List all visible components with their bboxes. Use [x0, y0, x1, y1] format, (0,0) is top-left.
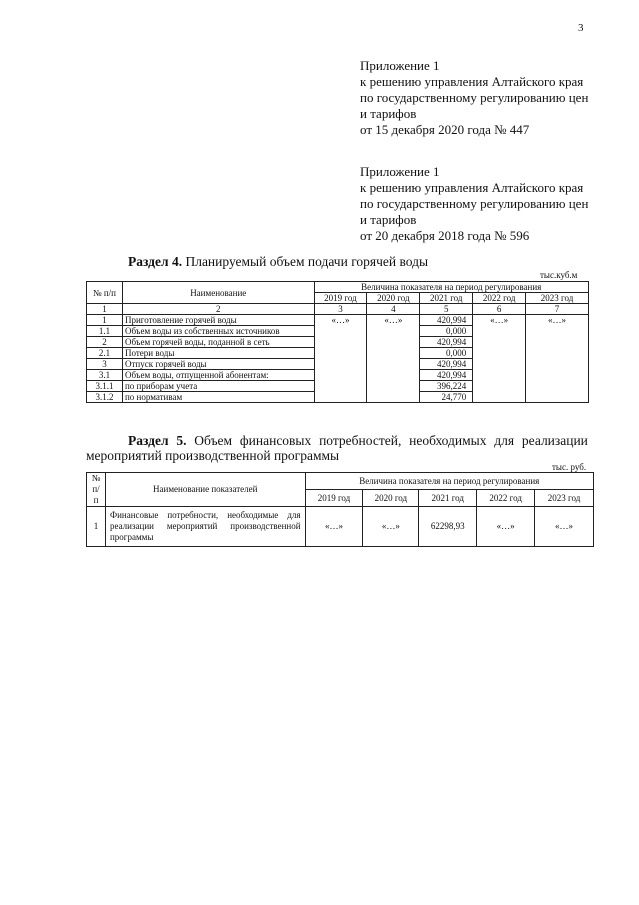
appendix-line: от 15 декабря 2020 года № 447: [360, 122, 530, 137]
section5-table: [86, 472, 594, 547]
row-num: 3.1.2: [87, 392, 123, 403]
y2021-value: 420,994: [420, 315, 473, 326]
col-number: 6: [473, 304, 526, 315]
section4-title-text: Планируемый объем подачи горячей воды: [182, 254, 429, 269]
col-number: 7: [526, 304, 589, 315]
value-2020: «…»: [363, 507, 419, 547]
section5-unit: тыс. руб.: [552, 462, 587, 472]
header-name: Наименование показателей: [105, 473, 305, 507]
row-name: Приготовление горячей воды: [122, 315, 314, 326]
y2021-value: 0,000: [420, 326, 473, 337]
appendix-current: [360, 58, 588, 138]
y2023-value: «…»: [526, 315, 589, 403]
row-num: 2.1: [87, 348, 123, 359]
y2021-value: 0,000: [420, 348, 473, 359]
header-num: № п/ п: [87, 473, 106, 507]
row-name: по нормативам: [122, 392, 314, 403]
header-year: 2019 год: [305, 490, 363, 507]
header-year: 2023 год: [535, 490, 594, 507]
col-number: 3: [314, 304, 367, 315]
appendix-line: к решению управления Алтайского края: [360, 74, 584, 89]
y2020-value: «…»: [367, 315, 420, 403]
table-row: [87, 507, 594, 547]
header-year: 2022 год: [477, 490, 535, 507]
row-name: Объем воды из собственных источников: [122, 326, 314, 337]
header-period: Величина показателя на период регулирования: [314, 282, 589, 293]
table-row: [87, 315, 589, 326]
page-number: 3: [578, 22, 584, 34]
title-word: реализации: [521, 433, 588, 448]
title-word: потребностей,: [319, 433, 402, 448]
row-name: по приборам учета: [122, 381, 314, 392]
col-number: 1: [87, 304, 123, 315]
title-word: для: [494, 433, 515, 448]
row-name: Отпуск горячей воды: [122, 359, 314, 370]
row-name: Объем воды, отпущенной абонентам:: [122, 370, 314, 381]
appendix-line: Приложение 1: [360, 58, 440, 73]
title-word: 5.: [176, 433, 187, 448]
section5-title-line1: [86, 433, 588, 448]
y2021-value: 396,224: [420, 381, 473, 392]
y2021-value: 420,994: [420, 359, 473, 370]
section4-unit: тыс.куб.м: [540, 270, 578, 280]
header-year: 2020 год: [363, 490, 419, 507]
appendix-line: и тарифов: [360, 212, 417, 227]
row-num: 1.1: [87, 326, 123, 337]
value-2021: 62298,93: [419, 507, 477, 547]
section5-title: [86, 433, 588, 463]
appendix-line: по государственному регулированию цен: [360, 196, 589, 211]
appendix-line: от 20 декабря 2018 года № 596: [360, 228, 530, 243]
title-word: Объем: [194, 433, 233, 448]
header-year: 2022 год: [473, 293, 526, 304]
y2022-value: «…»: [473, 315, 526, 403]
row-num: 1: [87, 315, 123, 326]
row-num: 3: [87, 359, 123, 370]
header-year: 2021 год: [420, 293, 473, 304]
section4-title: [128, 254, 428, 270]
header-year: 2021 год: [419, 490, 477, 507]
col-number: 2: [122, 304, 314, 315]
title-word: финансовых: [239, 433, 312, 448]
col-number: 5: [420, 304, 473, 315]
title-word: необходимых: [409, 433, 487, 448]
col-number: 4: [367, 304, 420, 315]
row-num: 1: [87, 507, 106, 547]
header-year: 2020 год: [367, 293, 420, 304]
row-name: Объем горячей воды, поданной в сеть: [122, 337, 314, 348]
section4-title-bold: Раздел 4.: [128, 254, 183, 269]
appendix-line: к решению управления Алтайского края: [360, 180, 584, 195]
row-num: 2: [87, 337, 123, 348]
appendix-line: Приложение 1: [360, 164, 440, 179]
y2019-value: «…»: [314, 315, 367, 403]
value-2022: «…»: [477, 507, 535, 547]
appendix-original: [360, 164, 588, 244]
header-year: 2019 год: [314, 293, 367, 304]
row-num: 3.1.1: [87, 381, 123, 392]
section5-title-line2: мероприятий производственной программы: [86, 448, 340, 463]
row-name: Финансовые потребности, необходимые для реализации мероприятий производственной программы: [105, 507, 305, 547]
value-2019: «…»: [305, 507, 363, 547]
value-2023: «…»: [535, 507, 594, 547]
header-period: Величина показателя на период регулирования: [305, 473, 593, 490]
header-name: Наименование: [122, 282, 314, 304]
row-name: Потери воды: [122, 348, 314, 359]
y2021-value: 420,994: [420, 337, 473, 348]
title-word: Раздел: [128, 433, 169, 448]
header-num: № п/п: [87, 282, 123, 304]
header-year: 2023 год: [526, 293, 589, 304]
appendix-line: и тарифов: [360, 106, 417, 121]
appendix-line: по государственному регулированию цен: [360, 90, 589, 105]
section4-table: [86, 281, 589, 403]
y2021-value: 24,770: [420, 392, 473, 403]
y2021-value: 420,994: [420, 370, 473, 381]
row-num: 3.1: [87, 370, 123, 381]
